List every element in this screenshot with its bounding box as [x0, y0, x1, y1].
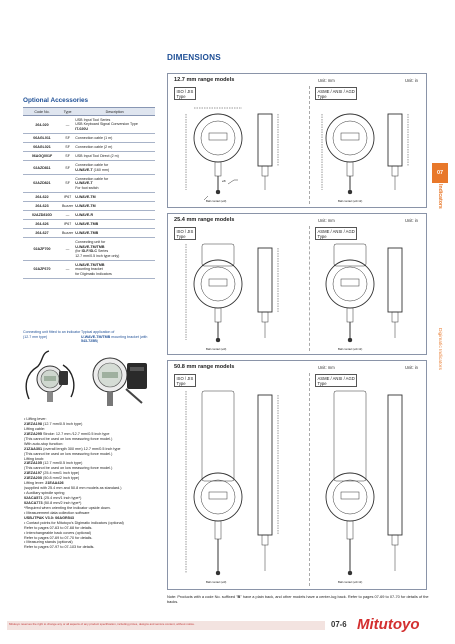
- desc-text: Series: [96, 249, 109, 254]
- cell-type: —: [61, 116, 74, 134]
- item-text: (25.4 mm/1 inch type*): [42, 496, 82, 500]
- chapter-label: Indicators: [437, 184, 443, 209]
- cell-type: SF: [61, 161, 74, 175]
- panel-title: 12.7 mm range models: [174, 77, 235, 83]
- cell-description: [74, 260, 155, 278]
- ball-label-0: Ball contact (ø3): [206, 199, 227, 203]
- cell-code: 02AZD810D: [23, 211, 61, 220]
- dim-label: ø8: [222, 179, 226, 183]
- item-code: 21EAA426: [45, 481, 64, 486]
- item-code: USB-ITPAK V3.0: 06AGR543: [24, 515, 74, 520]
- cell-code: 02AZF700: [23, 238, 61, 261]
- cell-type: SF: [61, 152, 74, 161]
- cell-type: —: [61, 260, 74, 278]
- indicator-drawing-front: [178, 240, 308, 352]
- tag-iso-jis: [174, 374, 196, 387]
- bracket-caption-end: ): [96, 339, 98, 344]
- accessories-title: Optional Accessories: [23, 97, 89, 104]
- cell-description: [74, 201, 155, 210]
- note-bold: B: [237, 594, 241, 599]
- divider: [309, 373, 310, 586]
- item-text: (50.8 mm/2 inch type): [41, 476, 80, 481]
- panel-title: 25.4 mm range models: [174, 217, 235, 223]
- tag-asme: [315, 227, 357, 240]
- col-code: Code No.: [23, 108, 61, 116]
- chapter-tab: 07: [432, 163, 448, 183]
- list-item: [24, 545, 162, 550]
- panel-50-8mm: [167, 360, 427, 590]
- table-row: [23, 152, 155, 161]
- cell-type: SF: [61, 134, 74, 143]
- table-row: [23, 201, 155, 210]
- item-code: 21EZA105: [24, 461, 42, 466]
- ball-label-left: Ball contact (ø3): [206, 580, 227, 584]
- tag-line: ASME / ANSI / AGD: [317, 228, 355, 234]
- desc-text: Connecting unit for: [75, 240, 106, 245]
- cell-description: [74, 143, 155, 152]
- item-code: 21EZA295: [24, 431, 42, 436]
- cell-code: 02AZD821: [23, 174, 61, 192]
- cell-code: 02AZD811: [23, 161, 61, 175]
- item-text: (supplied with 25.4 mm and 50.8 mm models as standard.): [24, 486, 122, 491]
- desc-text: for Digimatic Indicators: [75, 271, 112, 276]
- section-label: Digimatic Indicators: [437, 328, 442, 370]
- desc-model: U-WAVE-TM/TMB: [75, 262, 105, 267]
- bracket-caption: [81, 330, 155, 344]
- desc-text: (for: [75, 249, 82, 254]
- item-text: • Measurement data collection software: [24, 510, 90, 515]
- item-code: 21EZA198: [24, 421, 42, 426]
- footer-disclaimer: Mitutoyo reserves the right to change any or all aspects of any product specification, including prices, designs and service content, without notice.: [9, 622, 195, 626]
- table-header-row: [23, 108, 155, 116]
- desc-text: mounting bracket: [75, 267, 103, 272]
- item-text: Lifting cable:: [24, 426, 46, 431]
- col-type: Type: [61, 108, 74, 116]
- item-text: (This cannot be used on low measuring force model.): [24, 466, 113, 471]
- accessory-list: [24, 417, 162, 550]
- item-text: Refer to pages 07-69 to 07-70 for details.: [24, 535, 93, 540]
- indicator-drawing-front: [178, 100, 308, 205]
- table-row: [23, 143, 155, 152]
- cell-code: 264-623: [23, 201, 61, 210]
- item-text: (This cannot be used on low measuring force model.): [24, 436, 113, 441]
- unit-in: Unit: in: [404, 218, 418, 223]
- cell-description: [74, 174, 155, 192]
- bracket-caption-model: U-WAVE-TM/TMB: [81, 334, 111, 339]
- table-row: [23, 134, 155, 143]
- item-code: 21ZAA301: [24, 446, 43, 451]
- desc-text: Connection cable for: [75, 176, 109, 181]
- item-text: (50.8 mm/2 inch type*): [42, 500, 82, 505]
- tag-asme: [315, 374, 357, 387]
- desc-model: U-WAVE-R: [75, 212, 94, 217]
- accessories-table: [23, 107, 155, 279]
- indicator-drawing-side: [318, 100, 423, 205]
- cell-description: [74, 229, 155, 238]
- item-text: (12.7 mm/0.5 inch type): [41, 461, 83, 466]
- item-text: Stroke: 12.7 mm /12.7 mm/0.5 inch type: [41, 431, 110, 436]
- desc-text: Connection cable (2 m): [75, 144, 113, 149]
- cell-description: [74, 220, 155, 229]
- desc-model: U-WAVE-TM: [75, 194, 96, 199]
- logo-wordmark: Mitutoyo: [357, 616, 420, 633]
- item-text: • Auxiliary spindle spring: [24, 491, 65, 496]
- tag-line: ISO / JIS: [176, 228, 194, 234]
- panel-title: 50.8 mm range models: [174, 364, 235, 370]
- cell-code: 264-627: [23, 229, 61, 238]
- table-row: [23, 192, 155, 201]
- cell-type: IP67: [61, 192, 74, 201]
- tag-line: Type: [317, 233, 327, 239]
- tag-iso-jis: [174, 227, 196, 240]
- connecting-unit-caption: Connecting unit fitted to an indicator (12.7 mm type): [23, 330, 81, 339]
- cell-description: [74, 161, 155, 175]
- item-text: *Required when orienting the indicator upside down.: [24, 505, 111, 510]
- desc-text: USB Input Tool Direct (2 m): [75, 154, 119, 158]
- desc-model: U-WAVE-T: [75, 181, 93, 186]
- bracket-caption-code: 543-725B: [81, 339, 97, 344]
- cell-code: 264-622: [23, 192, 61, 201]
- ball-label-right: Ball contact (ø0.12): [338, 199, 363, 203]
- desc-model: U-WAVE-TMB: [75, 221, 99, 226]
- col-description: Description: [74, 108, 155, 116]
- indicator-drawing-side: [318, 387, 423, 587]
- item-code: 02ACA571: [24, 496, 43, 500]
- ball-label-right: Ball contact (ø0.12): [338, 580, 363, 584]
- cell-type: IP67: [61, 220, 74, 229]
- cell-code: 264-626: [23, 220, 61, 229]
- tag-line: ASME / ANSI / AGD: [317, 88, 355, 94]
- item-text: (12.7 mm/0.5 inch type): [41, 421, 83, 426]
- unit-in: Unit: in: [404, 365, 418, 370]
- table-row: [23, 260, 155, 278]
- page-title: DIMENSIONS: [167, 53, 221, 62]
- indicator-drawing-front: [178, 387, 308, 587]
- cell-description: [74, 152, 155, 161]
- tag-line: Type: [317, 380, 327, 386]
- tag-line: Type: [176, 380, 186, 386]
- mounting-bracket-photo: [82, 345, 154, 408]
- cell-description: [74, 134, 155, 143]
- desc-model: ID-C: [89, 249, 97, 254]
- item-text: With auto-stop function:: [24, 441, 64, 446]
- cell-type: Buzzer: [61, 229, 74, 238]
- note-post: " have a plain back, and other models have a center-lug back. Refer to pages 07-69 to 07-70 for details of the backs.: [167, 594, 429, 605]
- desc-model: IT-020U: [75, 126, 88, 131]
- page-number: 07-6: [331, 620, 347, 629]
- desc-model: ID-F: [81, 249, 89, 254]
- bracket-caption-mid: mounting bracket (with: [110, 334, 148, 339]
- unit-mm: Unit: mm: [318, 78, 335, 83]
- desc-text: (160 mm): [92, 167, 110, 172]
- divider: [309, 86, 310, 204]
- unit-mm: Unit: mm: [318, 218, 335, 223]
- cell-type: SF: [61, 174, 74, 192]
- desc-text: Connection cable (1 m): [75, 135, 113, 140]
- desc-text: USB Keyboard Signal Conversion Type: [75, 122, 138, 127]
- item-text: (overall length 300 mm) 12.7 mm/0.5 inch type: [42, 446, 121, 451]
- tag-line: Type: [317, 93, 327, 99]
- bracket-caption-pre: Typical application of: [81, 330, 115, 334]
- desc-text: For foot switch: [75, 185, 99, 190]
- item-text: • Lifting lever:: [24, 417, 47, 421]
- item-code: 02ACA773: [24, 500, 43, 505]
- desc-text: USB Input Tool Series: [75, 117, 111, 122]
- cell-description: [74, 116, 155, 134]
- desc-text: 12.7 mm/0.5 inch type only): [75, 253, 120, 258]
- cell-type: —: [61, 238, 74, 261]
- cell-code: 06AGL021: [23, 143, 61, 152]
- desc-model: U-WAVE-TMB: [75, 231, 99, 235]
- desc-model: U-WAVE-TM/TMB: [75, 244, 105, 249]
- cell-type: Buzzer: [61, 201, 74, 210]
- cell-code: 02AZF670: [23, 260, 61, 278]
- desc-text: /: [88, 249, 90, 254]
- cell-code: 264-020: [23, 116, 61, 134]
- panel-12-7mm: [167, 73, 427, 208]
- ball-label-left: Ball contact (ø3): [206, 347, 227, 351]
- desc-text: Connection cable for: [75, 163, 109, 168]
- tag-line: ISO / JIS: [176, 88, 194, 94]
- item-text: • Interchangeable back covers (optional): [24, 530, 91, 535]
- tag-line: ASME / ANSI / AGD: [317, 375, 355, 381]
- mitutoyo-logo: [357, 615, 435, 633]
- item-code: 21EZA197: [24, 471, 42, 476]
- item-text: Refer to pages 07-97 to 07-103 for details.: [24, 545, 95, 550]
- cell-description: [74, 192, 155, 201]
- divider: [309, 226, 310, 351]
- tag-line: Type: [176, 93, 186, 99]
- tag-line: ISO / JIS: [176, 375, 194, 381]
- tag-line: Type: [176, 233, 186, 239]
- item-text: Lifting lever:: [24, 481, 46, 486]
- unit-in: Unit: in: [404, 78, 418, 83]
- unit-mm: Unit: mm: [318, 365, 335, 370]
- item-text: • Measuring stands (optional): [24, 540, 73, 545]
- item-text: Refer to pages 07-63 to 07-68 for details.: [24, 525, 93, 530]
- indicator-drawing-side: [318, 240, 423, 352]
- cell-code: 06AGL011: [23, 134, 61, 143]
- note-pre: Note: Products with a code No. suffixed ": [167, 594, 238, 599]
- item-code: 21EZA200: [24, 476, 42, 481]
- cell-description: [74, 238, 155, 261]
- panel-25-4mm: [167, 213, 427, 355]
- cell-code: 06AGQ001F: [23, 152, 61, 161]
- item-text: (This cannot be used on low measuring force model.): [24, 451, 113, 456]
- cell-description: [74, 211, 155, 220]
- item-text: Lifting knob:: [24, 456, 45, 461]
- table-row: [23, 220, 155, 229]
- table-row: [23, 238, 155, 261]
- tag-asme: [315, 87, 357, 100]
- table-row: [23, 174, 155, 192]
- table-row: [23, 161, 155, 175]
- table-row: [23, 116, 155, 134]
- item-text: (25.4 mm/1 inch type): [41, 471, 80, 476]
- desc-model: U-WAVE-T: [75, 167, 93, 172]
- desc-model: U-WAVE-TM: [75, 203, 96, 208]
- table-row: [23, 211, 155, 220]
- cell-type: —: [61, 211, 74, 220]
- ball-label-right: Ball contact (ø0.12): [338, 347, 363, 351]
- cell-type: SF: [61, 143, 74, 152]
- tag-iso-jis: [174, 87, 196, 100]
- connecting-unit-photo: [23, 345, 78, 408]
- footnote: [167, 594, 432, 605]
- table-row: [23, 229, 155, 238]
- item-text: • Contact points for Mitutoyo's Digimatic indicators (optional): [24, 520, 124, 525]
